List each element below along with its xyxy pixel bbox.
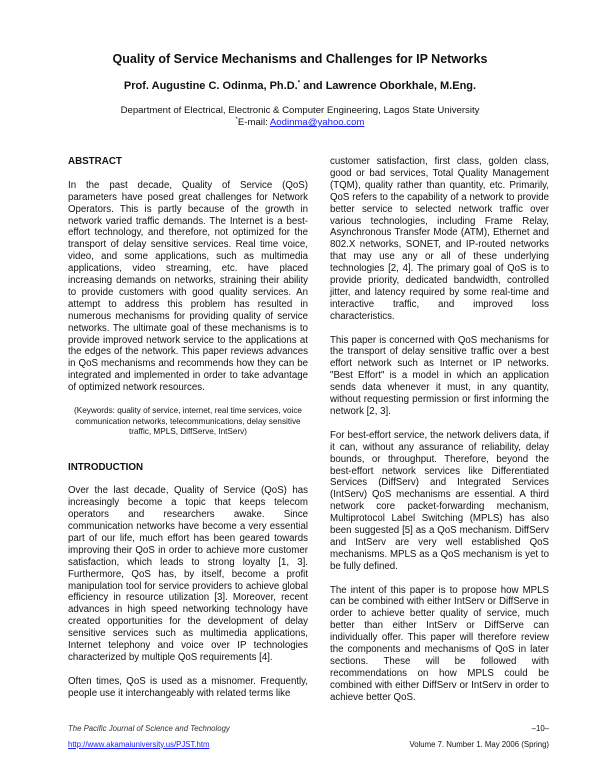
email-link[interactable]: Aodinma@yahoo.com bbox=[269, 117, 365, 128]
right-paragraph-1: customer satisfaction, first class, golden class, good or bad services, Total Quality Management (TQM), quality rather than quantity, etc. Primarily, QoS refers to the capability of a network to provide better service to selected network traffic over various technologies, including Frame Relay, Asynchronous Transfer Mode (ATM), Ethernet and 802.X networks, SONET, and IP-routed networks that may use any or all of these underlying technologies [2, 4]. The primary goal of QoS is to provide priority, dedicated bandwidth, controlled jitter, and latency required by some real-time and interactive traffic, and improved loss characteristics. bbox=[330, 156, 549, 322]
right-paragraph-2: This paper is concerned with QoS mechanisms for the transport of delay sensitive traffic over a best effort network such as Internet or IP networks. "Best Effort" is a model in which an application sends data whenever it must, in any quantity, without requesting permission or first informing the network [2, 3]. bbox=[330, 334, 549, 418]
volume-info: Volume 7. Number 1. May 2006 (Spring) bbox=[409, 739, 549, 749]
journal-name: The Pacific Journal of Science and Technology bbox=[68, 723, 230, 733]
right-paragraph-4: The intent of this paper is to propose how MPLS can be combined with either IntServ or DiffServe in order to achieve better quality of service, much better than either IntServ or DiffServe can individually offer. This paper will therefore review the components and mechanisms of QoS in later sections. These will be followed with recommendations on how MPLS could be combined with either DiffServ or IntServ in order to achieve better QoS. bbox=[330, 584, 549, 703]
email-line bbox=[0, 117, 600, 129]
keywords: (Keywords: quality of service, internet, real time services, voice communication networks, telecommunications, delay sensitive traffic, MPLS, DiffServe, IntServ) bbox=[74, 406, 302, 436]
left-column bbox=[68, 156, 308, 711]
email-mark: * bbox=[235, 116, 238, 123]
intro-paragraph-2: Often times, QoS is used as a misnomer. Frequently, people use it interchangeably with related terms like bbox=[68, 675, 308, 699]
journal-url-link[interactable]: http://www.akamaiuniversity.us/PJST.htm bbox=[68, 739, 210, 749]
footer-left bbox=[68, 724, 230, 750]
email-label: E-mail: bbox=[237, 117, 270, 128]
abstract-heading: ABSTRACT bbox=[68, 156, 122, 167]
introduction-heading: INTRODUCTION bbox=[68, 461, 144, 473]
footer bbox=[68, 724, 549, 750]
footer-right bbox=[409, 724, 549, 750]
body-columns bbox=[68, 156, 600, 716]
page-number: –10– bbox=[531, 723, 549, 733]
abstract-text: In the past decade, Quality of Service (QoS) parameters have posed great challenges for Network Operators. This is partly because of the growth in network varied traffic demands. The Internet is a best-effort technology, and therefore, not optimized for the transport of delay sensitive services. Real time voice, video, and some applications, such as multimedia applications, video streaming, etc. have placed increasing demands on networks, straining their ability to provide customers with good quality services. An attempt to address this problem has resulted in numerous mechanisms for providing quality of service networks. The ultimate goal of these mechanisms is to provide improved network service to the applications at the edges of the network. This paper reviews advances in QoS mechanisms and recommends how they can be integrated and implemented in order to take advantage of optimized network resources. bbox=[68, 179, 308, 394]
right-column bbox=[330, 156, 549, 716]
paper-title: Quality of Service Mechanisms and Challenges for IP Networks bbox=[112, 52, 488, 66]
affiliation: Department of Electrical, Electronic & Computer Engineering, Lagos State University bbox=[120, 105, 480, 116]
author-2: and Lawrence Oborkhale, M.Eng. bbox=[300, 80, 477, 92]
right-paragraph-3: For best-effort service, the network delivers data, if it can, without any assurance of reliability, delay bounds, or throughput. Therefore, beyond the best-effort network services like Differentiated Services (DiffServ) and Integrated Services (IntServ) QoS mechanisms are essential. A third network core packet-forwarding mechanism, Multiprotocol Label Switching (MPLS) has also been suggested [5] as a QoS mechanism. DiffServ and IntServ are very well established QoS mechanisms. MPLS as a QoS mechanism is yet to be fully defined. bbox=[330, 429, 549, 572]
author-1: Prof. Augustine C. Odinma, Ph.D. bbox=[123, 80, 298, 92]
authors bbox=[0, 79, 600, 93]
author-mark: * bbox=[297, 80, 301, 87]
intro-paragraph-1: Over the last decade, Quality of Service (QoS) has increasingly become a topic that keeps telecom operators and researchers awake. Since communication networks have become a very essential part of our life, much effort has been geared towards improving their QoS in order to achieve more customer satisfaction, which leads to strong loyalty [1, 3]. Furthermore, QoS has, by itself, become a profit manipulation tool for service providers to achieve global efficiency in resource utilization [3]. Moreover, recent advances in high speed networking technology have created opportunities for the development of delay sensitive services such as multimedia applications, Internet telephony and voice over IP technologies characterized by multiple QoS requirements [4]. bbox=[68, 485, 308, 663]
